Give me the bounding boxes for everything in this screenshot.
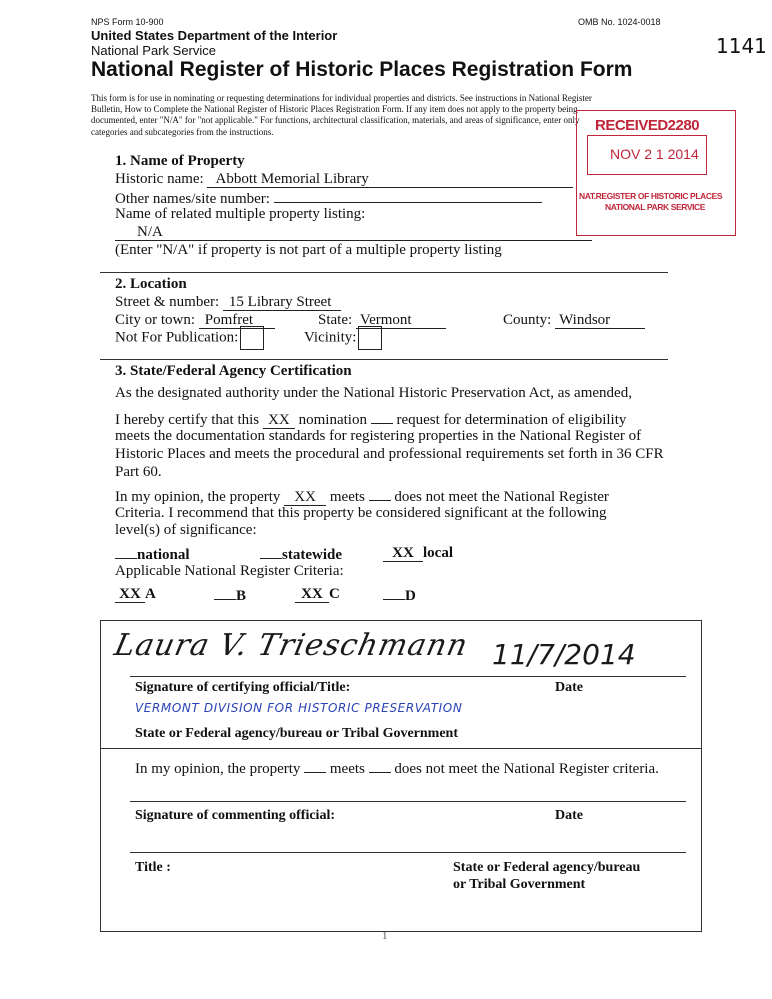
local-mark: XX: [383, 546, 423, 562]
related-listing-label: Name of related multiple property listing:: [115, 206, 366, 222]
criterion-c-label: C: [329, 586, 340, 602]
city-label: City or town:: [115, 312, 196, 328]
criterion-d: [383, 586, 416, 605]
agency-label2-line2: or Tribal Government: [453, 877, 586, 892]
intro-line: Bulletin, How to Complete the National Register of Historic Places Registration Form. If any item does not apply to the property being: [91, 104, 578, 115]
criterion-b-label: B: [236, 588, 247, 604]
certify-line3: Historic Places and meets the procedural and professional requirements set forth in 36 CFR: [115, 446, 664, 462]
intro-line: documented, enter "N/A" for "not applicable." For functions, architectural classification, materials, and areas of significance, enter only: [91, 115, 580, 126]
intro-line: This form is for use in nominating or requesting determinations for individual properties and districts. See instructions in National Register: [91, 93, 592, 103]
request-text: request for determination of eligibility: [396, 412, 627, 428]
criterion-b-mark: [214, 586, 236, 600]
certify-line: [115, 410, 626, 429]
certify-line2: meets the documentation standards for registering properties in the National Register of: [115, 428, 642, 444]
handwritten-number: 1141: [716, 34, 767, 58]
section3-p1: As the designated authority under the National Historic Preservation Act, as amended,: [115, 385, 632, 401]
meets-mark: XX: [284, 490, 326, 506]
section3-heading: 3. State/Federal Agency Certification: [115, 363, 352, 379]
title-label: Title :: [135, 860, 171, 875]
received-stamp: [576, 110, 736, 236]
statewide-mark: [260, 545, 282, 559]
nfp-label: Not For Publication:: [115, 329, 239, 346]
stamp-date: NOV 2 1 2014: [610, 146, 699, 162]
related-listing-row: [115, 224, 592, 241]
nfp-row: [115, 326, 264, 350]
agency-line2: National Park Service: [91, 43, 216, 58]
opinion-line: [115, 487, 609, 506]
omb-number: OMB No. 1024-0018: [578, 17, 661, 27]
divider: [100, 272, 668, 273]
intro-line: categories and subcategories from the instructions.: [91, 126, 274, 137]
does-not-meet-text: does not meet the National Register: [394, 489, 609, 505]
commenting-signature-line: [130, 801, 686, 802]
criterion-a-label: A: [145, 586, 156, 602]
nomination-mark: XX: [263, 413, 295, 429]
historic-name-value: Abbott Memorial Library: [207, 172, 573, 188]
county-label: County:: [503, 312, 552, 328]
historic-name-row: [115, 171, 573, 188]
other-names-value: [274, 189, 542, 203]
other-names-label: Other names/site number:: [115, 191, 270, 207]
criterion-b: [214, 586, 246, 605]
level-local: [383, 545, 453, 562]
section2-heading: 2. Location: [115, 276, 187, 292]
section1-note: (Enter "N/A" if property is not part of a multiple property listing: [115, 242, 502, 258]
city-value: Pomfret: [199, 313, 275, 329]
title-line: [130, 852, 686, 853]
nomination-text: nomination: [298, 412, 367, 428]
level-statewide: [260, 545, 342, 564]
certifying-signature: Laura V. Trieschmann: [111, 628, 472, 663]
page-title: National Register of Historic Places Registration Form: [91, 58, 633, 81]
agency-line1: United States Department of the Interior: [91, 28, 338, 43]
commenting-opinion-text: In my opinion, the property: [135, 761, 301, 777]
vicinity-checkbox[interactable]: [358, 326, 382, 350]
national-label: national: [137, 547, 190, 563]
section1-heading: 1. Name of Property: [115, 153, 245, 169]
commenting-does-not-meet-mark: [369, 759, 391, 773]
does-not-meet-mark: [369, 487, 391, 501]
commenting-meets-text: meets: [329, 761, 365, 777]
commenting-does-not-meet-text: does not meet the National Register criteria.: [394, 761, 659, 777]
signature-line: [130, 676, 686, 677]
agency-label: State or Federal agency/bureau or Tribal Government: [135, 726, 459, 741]
commenting-meets-mark: [304, 759, 326, 773]
street-row: [115, 294, 341, 311]
local-label: local: [423, 545, 453, 561]
opinion-line3: level(s) of significance:: [115, 522, 257, 538]
stamp-line2: NATIONAL PARK SERVICE: [605, 202, 706, 212]
form-number: NPS Form 10-900: [91, 17, 164, 27]
related-listing-value: N/A: [115, 225, 592, 241]
opinion-text: In my opinion, the property: [115, 489, 281, 505]
date-label: Date: [555, 680, 583, 695]
street-value: 15 Library Street: [223, 295, 341, 311]
national-mark: [115, 545, 137, 559]
not-for-publication-checkbox[interactable]: [240, 326, 264, 350]
state-value: Vermont: [356, 313, 446, 329]
vicinity-label: Vicinity:: [304, 329, 357, 346]
county-row: [503, 312, 645, 329]
commenting-opinion-line: [135, 759, 659, 778]
county-value: Windsor: [555, 313, 645, 329]
criterion-d-mark: [383, 586, 405, 600]
level-national: [115, 545, 190, 564]
stamp-received: RECEIVED2280: [595, 117, 700, 134]
street-label: Street & number:: [115, 294, 220, 310]
divider: [100, 359, 668, 360]
stamp-line1: NAT.REGISTER OF HISTORIC PLACES: [579, 191, 723, 201]
agency-label2-line1: State or Federal agency/bureau: [453, 860, 641, 875]
certifying-official-label: Signature of certifying official/Title:: [135, 680, 351, 695]
agency-handwritten: VERMONT DIVISION FOR HISTORIC PRESERVATION: [135, 701, 463, 715]
page-number: 1: [382, 930, 388, 942]
request-mark: [371, 410, 393, 424]
commenting-date-label: Date: [555, 808, 583, 823]
commenting-official-label: Signature of commenting official:: [135, 808, 335, 823]
opinion-line2: Criteria. I recommend that this property be considered significant at the following: [115, 505, 607, 521]
state-label: State:: [318, 312, 353, 328]
historic-name-label: Historic name:: [115, 171, 204, 187]
criterion-a: [115, 586, 156, 603]
criteria-label: Applicable National Register Criteria:: [115, 563, 344, 579]
vicinity-row: [304, 326, 382, 350]
criterion-a-mark: XX: [115, 587, 145, 603]
criterion-d-label: D: [405, 588, 416, 604]
criterion-c: [295, 586, 340, 603]
certify-line4: Part 60.: [115, 464, 162, 480]
certify-text: I hereby certify that this: [115, 412, 260, 428]
stamp-date-box: [587, 135, 707, 175]
criterion-c-mark: XX: [295, 587, 329, 603]
divider: [100, 748, 702, 749]
meets-text: meets: [329, 489, 365, 505]
statewide-label: statewide: [282, 547, 342, 563]
signature-date: 11/7/2014: [492, 638, 636, 671]
